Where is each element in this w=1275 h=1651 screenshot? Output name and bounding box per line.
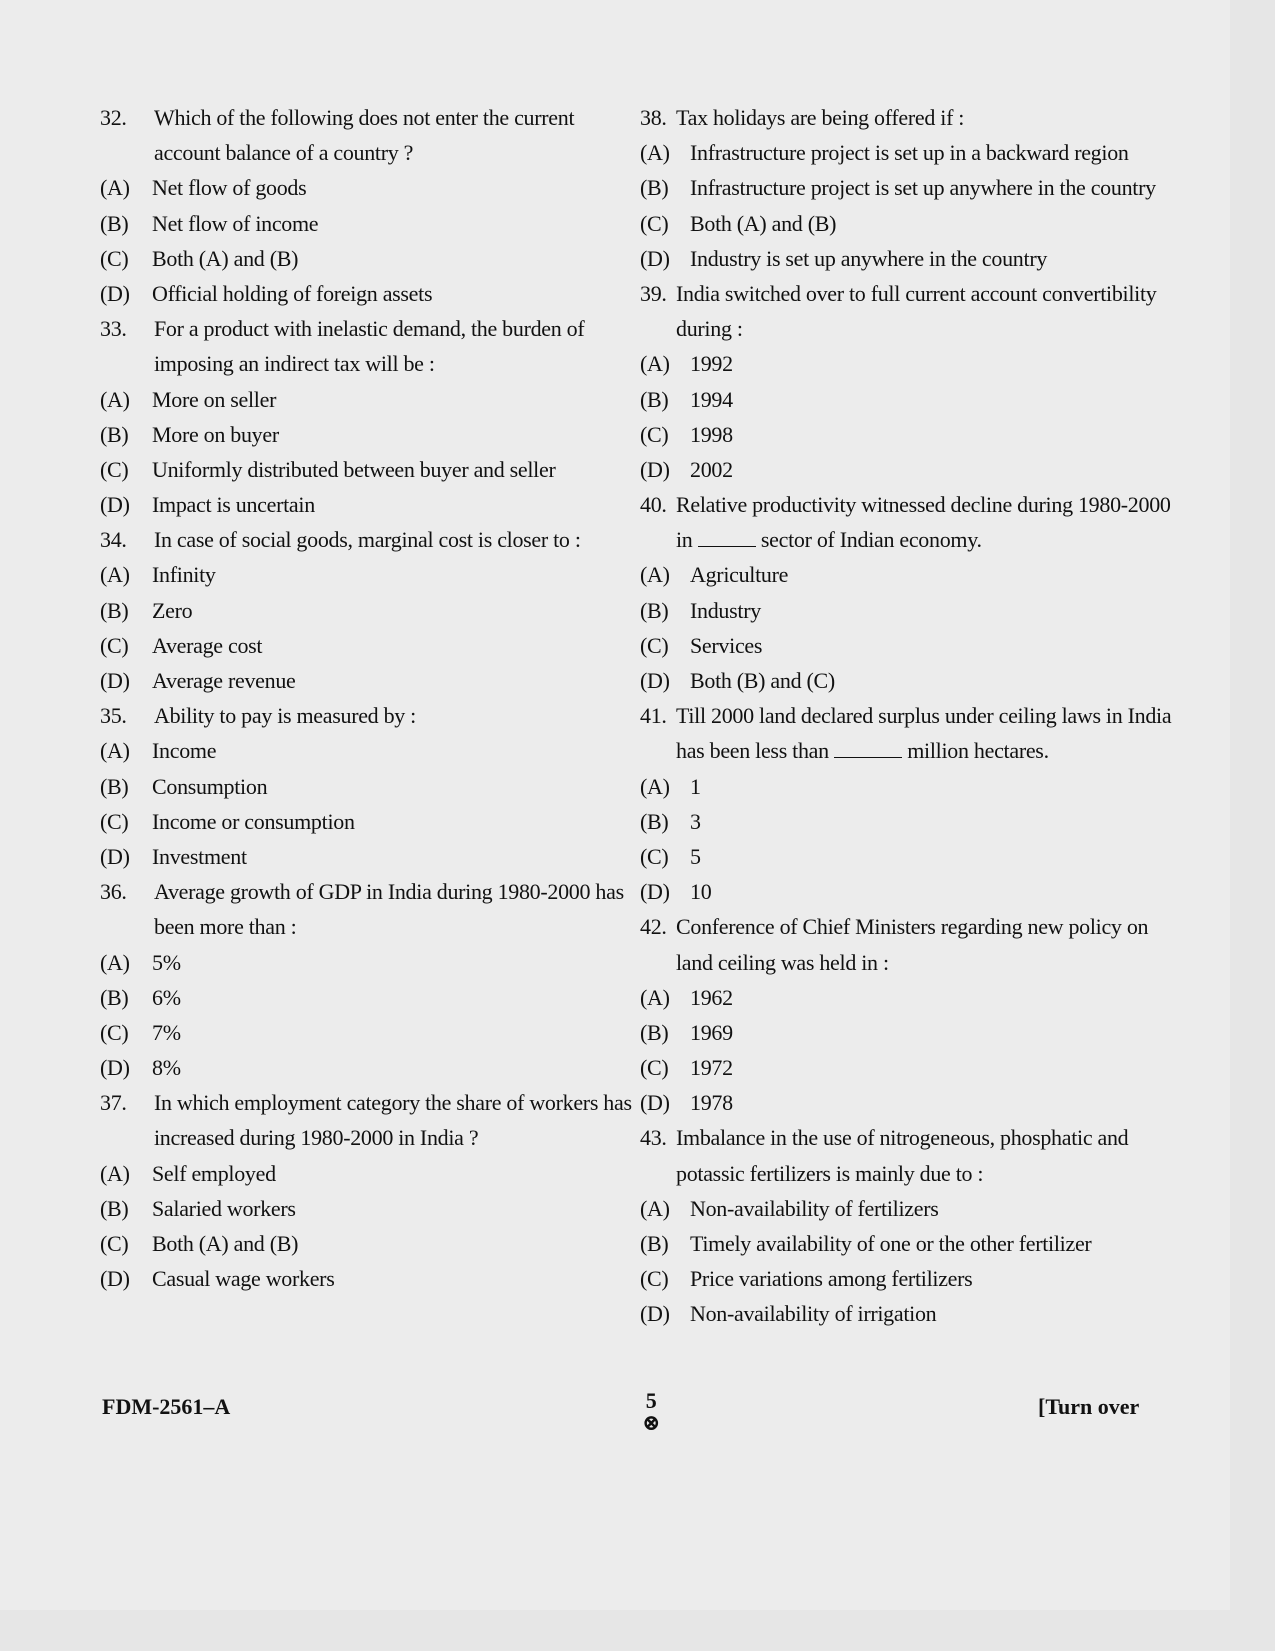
option-label: (B)	[640, 175, 669, 201]
option-text: Both (A) and (B)	[152, 245, 299, 271]
option	[640, 206, 1185, 241]
option	[100, 839, 640, 874]
option-text: 5%	[152, 949, 181, 975]
option-label: (C)	[640, 421, 669, 447]
option-text: Income	[152, 738, 217, 764]
option	[100, 382, 640, 417]
option-text: Infinity	[152, 562, 216, 588]
question-34	[100, 522, 640, 557]
question-number: 36.	[100, 879, 127, 905]
option-text: More on seller	[152, 386, 277, 412]
option-text: Net flow of income	[152, 210, 319, 236]
option-label: (B)	[640, 386, 669, 412]
option-label: (B)	[100, 421, 129, 447]
option	[100, 170, 640, 205]
option-label: (D)	[100, 843, 130, 869]
question-stem: Tax holidays are being offered if :	[676, 105, 965, 130]
option-label: (A)	[100, 1160, 130, 1186]
option-label: (B)	[100, 210, 129, 236]
question-number: 37.	[100, 1090, 127, 1116]
option-text: Industry	[690, 597, 761, 623]
option-label: (B)	[100, 773, 129, 799]
page-number	[642, 1390, 660, 1434]
question-stem: Average growth of GDP in India during 1980-2000 has been more than :	[154, 879, 624, 940]
option-label: (A)	[640, 140, 670, 166]
option	[640, 874, 1185, 909]
option	[100, 733, 640, 768]
option-text: 7%	[152, 1019, 181, 1045]
option-label: (C)	[640, 210, 669, 236]
option-label: (D)	[100, 1266, 130, 1292]
option-text: Casual wage workers	[152, 1266, 335, 1292]
option	[100, 1156, 640, 1191]
option	[640, 839, 1185, 874]
option-text: Infrastructure project is set up anywhere in the country	[690, 175, 1156, 201]
option-label: (A)	[100, 949, 130, 975]
option-label: (B)	[100, 984, 129, 1010]
question-43	[640, 1120, 1185, 1190]
option	[640, 170, 1185, 205]
option-text: Impact is uncertain	[152, 492, 315, 518]
question-32	[100, 100, 640, 170]
option	[100, 804, 640, 839]
question-39	[640, 276, 1185, 346]
option-label: (B)	[640, 1231, 669, 1256]
option	[640, 135, 1185, 170]
option	[640, 628, 1185, 663]
question-41	[640, 698, 1185, 768]
question-number: 38.	[640, 105, 667, 130]
right-column	[640, 100, 1185, 1332]
option-label: (C)	[100, 808, 129, 834]
option-label: (C)	[100, 456, 129, 482]
option	[100, 1191, 640, 1226]
option	[640, 452, 1185, 487]
option	[640, 1191, 1185, 1226]
question-42	[640, 909, 1185, 979]
option	[640, 1296, 1185, 1331]
option-text: Consumption	[152, 773, 268, 799]
option	[100, 417, 640, 452]
option-label: (C)	[100, 245, 129, 271]
stem-text: Till 2000 land declared surplus under ceiling laws in India has been less than	[676, 703, 1172, 764]
option-text: 1962	[690, 984, 733, 1010]
option-label: (A)	[640, 773, 670, 799]
stem-text: sector of Indian economy.	[760, 527, 982, 553]
question-stem: For a product with inelastic demand, the burden of imposing an indirect tax will be :	[154, 316, 585, 377]
option-text: 1992	[690, 351, 733, 377]
option	[640, 1085, 1185, 1120]
option	[640, 804, 1185, 839]
option	[100, 1226, 640, 1261]
option-text: 1998	[690, 421, 733, 447]
option-text: 1994	[690, 386, 733, 412]
paper-code: FDM-2561–A	[102, 1394, 231, 1419]
option-label: (C)	[100, 1231, 129, 1256]
option-text: 8%	[152, 1055, 181, 1081]
option	[640, 557, 1185, 592]
option-text: Price variations among fertilizers	[690, 1266, 973, 1292]
option-label: (C)	[100, 1019, 129, 1045]
question-38	[640, 100, 1185, 135]
option	[640, 769, 1185, 804]
question-stem: Imbalance in the use of nitrogeneous, phosphatic and potassic fertilizers is mainly due to :	[676, 1125, 1129, 1186]
option-text: 1969	[690, 1019, 733, 1045]
option	[640, 663, 1185, 698]
left-column	[100, 100, 640, 1296]
option-text: Investment	[152, 843, 247, 869]
option-text: Average revenue	[152, 668, 296, 693]
option-text: Agriculture	[690, 562, 789, 588]
option-text: Official holding of foreign assets	[152, 280, 433, 306]
option-label: (A)	[100, 386, 130, 412]
option-text: 2002	[690, 456, 733, 482]
option-text: Services	[690, 632, 763, 658]
option	[640, 980, 1185, 1015]
option	[640, 241, 1185, 276]
option-text: Both (A) and (B)	[690, 210, 837, 236]
question-number: 42.	[640, 914, 667, 940]
question-stem: In which employment category the share of workers has increased during 1980-2000 in India ?	[154, 1090, 632, 1151]
option-label: (D)	[640, 245, 670, 271]
option-label: (B)	[640, 808, 669, 834]
option	[640, 593, 1185, 628]
question-37	[100, 1085, 640, 1155]
question-stem: Ability to pay is measured by :	[154, 703, 416, 729]
question-number: 43.	[640, 1125, 667, 1151]
option-text: Both (B) and (C)	[690, 668, 835, 693]
option-text: Non-availability of irrigation	[690, 1301, 937, 1327]
option-label: (C)	[640, 843, 669, 869]
option-text: Industry is set up anywhere in the country	[690, 245, 1048, 271]
option-text: Zero	[152, 597, 193, 623]
answer-blank	[834, 735, 902, 758]
question-number: 41.	[640, 703, 667, 729]
question-stem: Conference of Chief Ministers regarding new policy on land ceiling was held in :	[676, 914, 1149, 975]
option	[100, 557, 640, 592]
option	[100, 452, 640, 487]
option-text: Uniformly distributed between buyer and seller	[152, 456, 556, 482]
question-number: 35.	[100, 703, 127, 729]
option	[640, 1050, 1185, 1085]
question-stem: India switched over to full current account convertibility during :	[676, 280, 1157, 342]
question-36	[100, 874, 640, 944]
option-label: (D)	[640, 879, 670, 905]
question-number: 34.	[100, 527, 127, 553]
question-stem	[676, 698, 1185, 768]
option-text: Self employed	[152, 1160, 276, 1186]
option-label: (C)	[640, 632, 669, 658]
option-label: (B)	[640, 597, 669, 623]
option-text: 1972	[690, 1055, 733, 1081]
option-label: (D)	[100, 1055, 130, 1081]
option	[100, 487, 640, 522]
option	[640, 1015, 1185, 1050]
option-text: Both (A) and (B)	[152, 1231, 299, 1256]
option-label: (D)	[100, 492, 130, 518]
option-label: (A)	[640, 562, 670, 588]
option-text: More on buyer	[152, 421, 279, 447]
option	[100, 769, 640, 804]
option	[100, 1015, 640, 1050]
option-label: (D)	[640, 456, 670, 482]
option-label: (A)	[640, 984, 670, 1010]
option	[640, 1226, 1185, 1261]
option	[100, 1050, 640, 1085]
option-text: 6%	[152, 984, 181, 1010]
option	[100, 663, 640, 698]
stem-text: million hectares.	[907, 738, 1049, 764]
option-label: (B)	[100, 1195, 129, 1221]
option-label: (A)	[640, 1195, 670, 1221]
option	[640, 417, 1185, 452]
question-number: 33.	[100, 316, 127, 342]
option-label: (A)	[100, 175, 130, 201]
option-label: (B)	[640, 1019, 669, 1045]
question-number: 39.	[640, 280, 667, 306]
option	[100, 593, 640, 628]
option-label: (D)	[100, 668, 130, 693]
option	[100, 945, 640, 980]
option-text: 1	[690, 773, 701, 799]
page-symbol: ⊗	[642, 1410, 661, 1435]
question-stem: Which of the following does not enter the current account balance of a country ?	[154, 105, 575, 166]
question-35	[100, 698, 640, 733]
option-label: (C)	[640, 1055, 669, 1081]
option-label: (D)	[640, 668, 670, 693]
turn-over-label: [Turn over	[1038, 1394, 1140, 1419]
option	[640, 346, 1185, 381]
option-label: (C)	[640, 1266, 669, 1292]
option-text: 5	[690, 843, 701, 869]
option-label: (D)	[640, 1090, 670, 1116]
stem-text: Relative productivity witnessed decline during 1980-2000 in	[676, 492, 1171, 553]
option-label: (B)	[100, 597, 129, 623]
option-text: 10	[690, 879, 712, 905]
option-text: Average cost	[152, 632, 263, 658]
question-33	[100, 311, 640, 381]
option-label: (C)	[100, 632, 129, 658]
option-text: Income or consumption	[152, 808, 355, 834]
page-number-value: 5	[645, 1388, 657, 1413]
option-text: Timely availability of one or the other fertilizer	[690, 1231, 1092, 1256]
option-text: 3	[690, 808, 701, 834]
option	[640, 1261, 1185, 1296]
option	[100, 1261, 640, 1296]
option	[100, 980, 640, 1015]
option-label: (A)	[100, 738, 130, 764]
option-label: (D)	[100, 280, 130, 306]
option-text: Infrastructure project is set up in a backward region	[690, 140, 1129, 166]
question-number: 32.	[100, 105, 127, 130]
option	[100, 628, 640, 663]
answer-blank	[698, 524, 756, 547]
option-label: (A)	[640, 351, 670, 377]
option	[640, 382, 1185, 417]
option	[100, 241, 640, 276]
option-text: 1978	[690, 1090, 733, 1116]
option	[100, 206, 640, 241]
question-number: 40.	[640, 492, 667, 518]
option-text: Net flow of goods	[152, 175, 307, 201]
option-label: (D)	[640, 1301, 670, 1327]
option-text: Non-availability of fertilizers	[690, 1195, 939, 1221]
option-text: Salaried workers	[152, 1195, 296, 1221]
question-stem	[676, 487, 1185, 557]
option	[100, 276, 640, 311]
question-stem: In case of social goods, marginal cost is closer to :	[154, 527, 581, 553]
option-label: (A)	[100, 562, 130, 588]
question-40	[640, 487, 1185, 557]
